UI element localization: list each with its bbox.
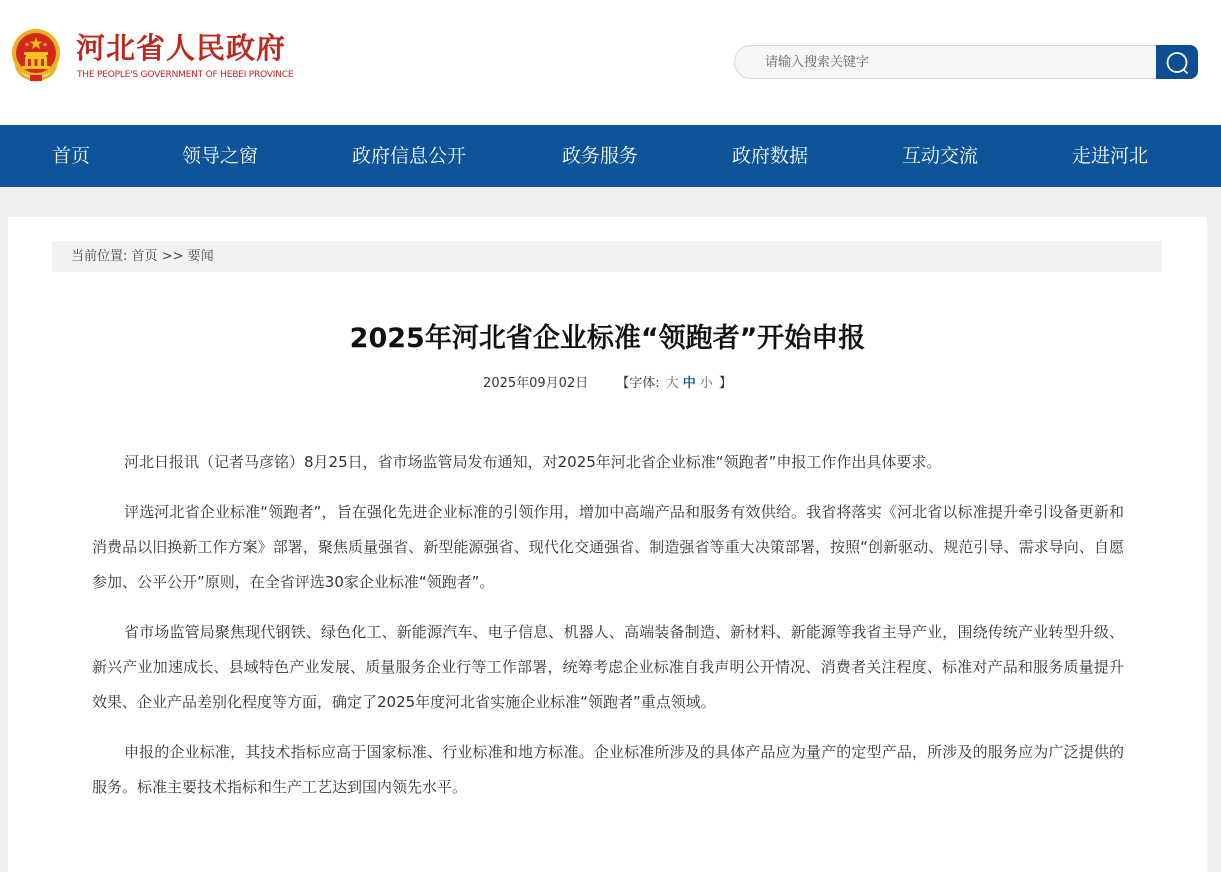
- site-subtitle: THE PEOPLE'S GOVERNMENT OF HEBEI PROVINCE: [77, 70, 294, 80]
- article-body: [92, 445, 1124, 820]
- article-paragraph: 评选河北省企业标准“领跑者”，旨在强化先进企业标准的引领作用，增加中高端产品和服务有效供给。我省将落实《河北省以标准提升牵引设备更新和消费品以旧换新工作方案》部署，聚焦质量强省、新型能源强省、现代化交通强省、制造强省等重大决策部署，按照“创新驱动、规范引导、需求导向、自愿参加、公平公开”原则，在全省评选30家企业标准“领跑者”。: [92, 503, 1124, 591]
- search-button[interactable]: [1156, 45, 1198, 79]
- breadcrumb-home-link[interactable]: 首页: [131, 249, 158, 264]
- nav-item-interaction[interactable]: 互动交流: [902, 145, 979, 167]
- font-small-option[interactable]: 小: [699, 376, 713, 391]
- publish-date: 2025年09月02日: [483, 376, 589, 391]
- breadcrumb-label: 当前位置:: [71, 249, 128, 264]
- nav-item-leaders[interactable]: 领导之窗: [182, 145, 259, 167]
- article-paragraph: 河北日报讯（记者马彦铭）8月25日，省市场监管局发布通知，对2025年河北省企业标准“领跑者”申报工作作出具体要求。: [124, 453, 942, 471]
- font-medium-option[interactable]: 中: [682, 376, 696, 391]
- national-emblem-icon[interactable]: [10, 28, 62, 82]
- nav-item-services[interactable]: 政务服务: [562, 145, 639, 167]
- font-label-open: 【字体:: [616, 376, 660, 391]
- breadcrumb-separator: >>: [161, 249, 184, 264]
- article-meta: [8, 375, 1207, 393]
- breadcrumb: [52, 241, 1162, 272]
- site-title[interactable]: 河北省人民政府: [76, 31, 287, 65]
- article-paragraph: 申报的企业标准，其技术指标应高于国家标准、行业标准和地方标准。企业标准所涉及的具体产品应为量产的定型产品，所涉及的服务应为广泛提供的服务。标准主要技术指标和生产工艺达到国内领先水平。: [92, 743, 1124, 796]
- search-input[interactable]: [734, 45, 1158, 79]
- font-large-option[interactable]: 大: [665, 376, 679, 391]
- nav-item-gov-info[interactable]: 政府信息公开: [352, 145, 467, 167]
- font-label-close: 】: [718, 376, 732, 391]
- font-size-control: [616, 376, 732, 391]
- nav-item-home[interactable]: 首页: [52, 145, 91, 167]
- nav-item-about-hebei[interactable]: 走进河北: [1072, 145, 1149, 167]
- nav-item-data[interactable]: 政府数据: [732, 145, 809, 167]
- content-panel: [8, 217, 1207, 872]
- breadcrumb-current-link[interactable]: 要闻: [187, 249, 214, 264]
- article-title: 2025年河北省企业标准“领跑者”开始申报: [349, 323, 866, 354]
- search-box: [734, 45, 1198, 79]
- main-nav: [0, 125, 1221, 187]
- search-icon: [1164, 50, 1190, 76]
- site-header: [0, 0, 1221, 125]
- article-paragraph: 省市场监管局聚焦现代钢铁、绿色化工、新能源汽车、电子信息、机器人、高端装备制造、新材料、新能源等我省主导产业，围绕传统产业转型升级、新兴产业加速成长、县域特色产业发展、质量服务企业行等工作部署，统筹考虑企业标准自我声明公开情况、消费者关注程度、标准对产品和服务质量提升效果、企业产品差别化程度等方面，确定了2025年度河北省实施企业标准“领跑者”重点领域。: [92, 623, 1124, 711]
